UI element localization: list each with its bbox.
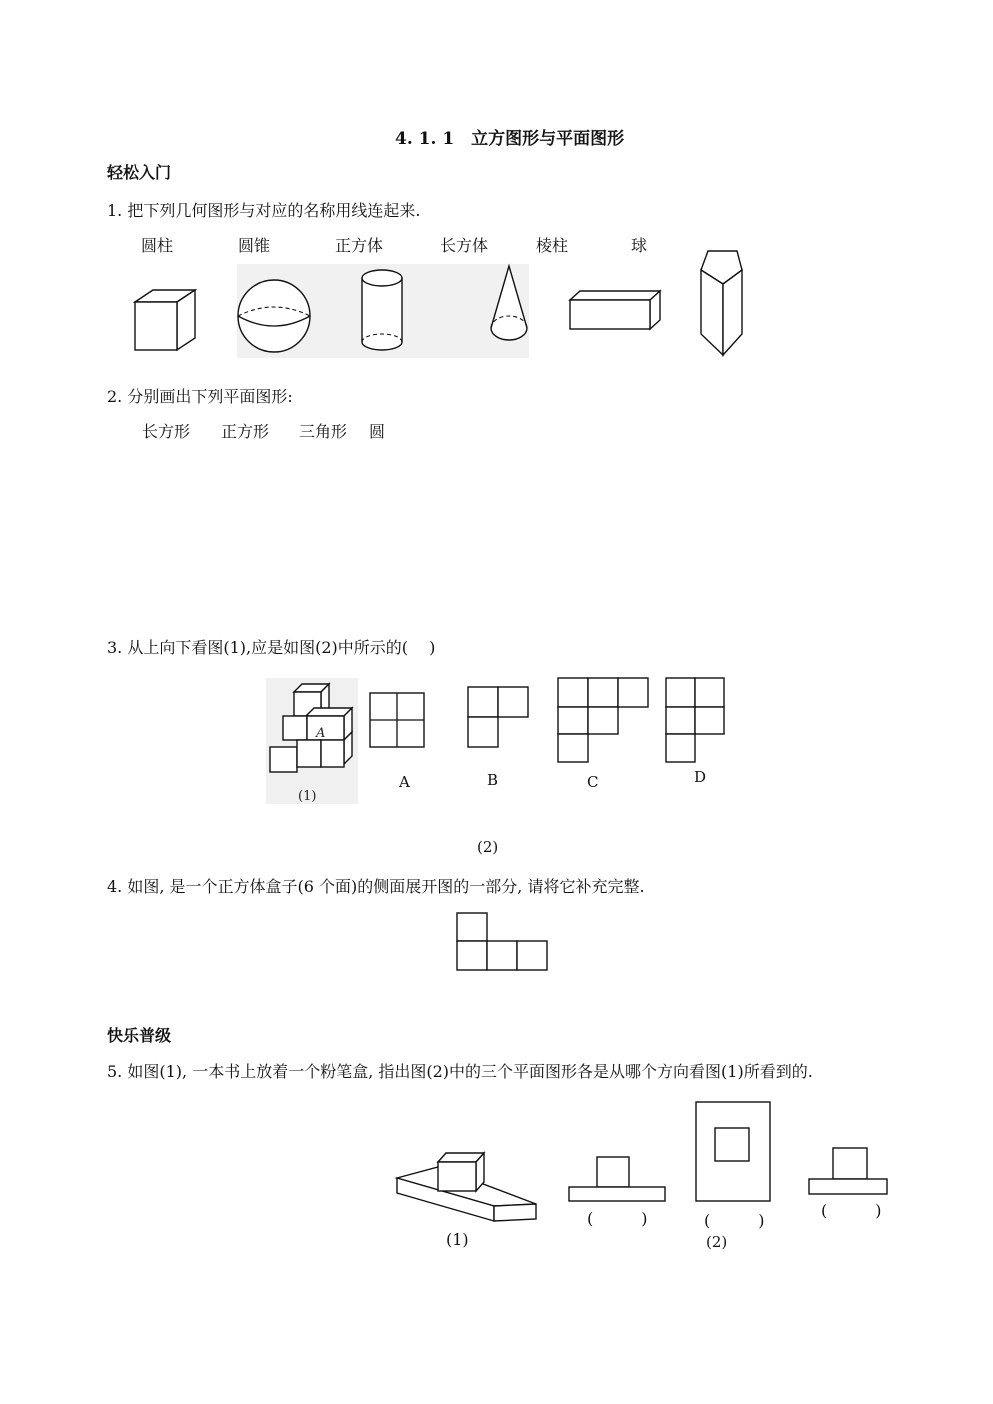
shape-square: 正方形 — [221, 422, 270, 441]
question-1-text: 1. 把下列几何图形与对应的名称用线连起来. — [107, 201, 421, 220]
option-c-label: C — [587, 773, 599, 791]
page-title: 4. 1. 1 立方图形与平面图形 — [395, 129, 625, 149]
view-side — [809, 1148, 887, 1194]
section-heading-advanced: 快乐普级 — [107, 1026, 172, 1045]
q5-fig2-label: (2) — [706, 1233, 728, 1251]
shape-circle: 圆 — [369, 422, 386, 441]
q3-fig1-label: (1) — [298, 789, 317, 804]
q5-blank-1: ( ) — [587, 1209, 648, 1228]
q5-blank-2: ( ) — [704, 1211, 765, 1230]
section-heading-easy: 轻松入门 — [107, 163, 172, 182]
view-top — [696, 1102, 770, 1201]
name-sphere: 球 — [631, 236, 648, 255]
question-3-text: 3. 从上向下看图(1),应是如图(2)中所示的( ) — [107, 638, 436, 657]
name-cube: 正方体 — [335, 236, 384, 255]
view-front — [569, 1157, 665, 1201]
question-2-text: 2. 分别画出下列平面图形: — [107, 387, 293, 406]
option-d-label: D — [694, 768, 707, 786]
shape-rectangle: 长方形 — [142, 422, 191, 441]
name-cone: 圆锥 — [238, 236, 271, 255]
cube-letter-a: A — [316, 726, 326, 741]
name-cuboid: 长方体 — [440, 236, 489, 255]
q5-blank-3: ( ) — [821, 1201, 882, 1220]
q3-fig2-label: (2) — [477, 838, 499, 856]
name-prism: 棱柱 — [536, 236, 569, 255]
question-5-text: 5. 如图(1), 一本书上放着一个粉笔盒, 指出图(2)中的三个平面图形各是从哪个方向看图(1)所看到的. — [107, 1062, 813, 1081]
question-4-text: 4. 如图, 是一个正方体盒子(6 个面)的侧面展开图的一部分, 请将它补充完整. — [107, 877, 645, 896]
shape-triangle: 三角形 — [299, 422, 348, 441]
q5-fig1-label: (1) — [446, 1230, 469, 1249]
option-a-label: A — [399, 773, 410, 791]
name-cylinder: 圆柱 — [141, 236, 174, 255]
book-with-box-figure — [397, 1153, 536, 1221]
option-b-label: B — [487, 771, 499, 789]
